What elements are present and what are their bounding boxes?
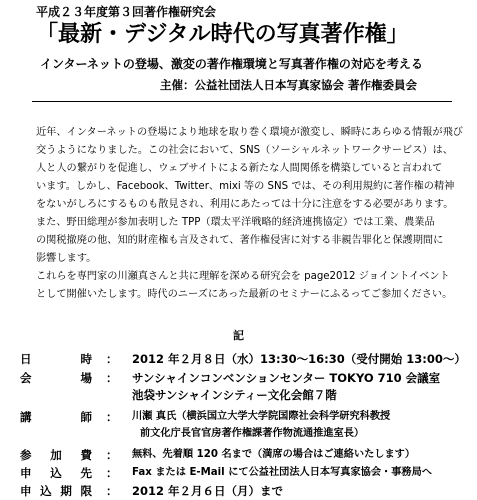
detail-label: 申込先	[20, 466, 92, 480]
body-line: 影響します。	[36, 253, 97, 264]
event-series-label: 平成２３年度第３回著作権研究会	[36, 5, 217, 19]
detail-colon: ：	[106, 484, 118, 498]
detail-value: 川瀬 真氏（横浜国立大学大学院国際社会科学研究科教授	[132, 411, 391, 422]
detail-value: サンシャインコンベンションセンター TOKYO 710 会議室	[132, 371, 441, 385]
body-line: の関税撤廃の他、知的財産権も言及されて、著作権侵害に対する非親告罪化と保護期間に	[36, 235, 444, 246]
detail-value: 前文化庁長官官房著作権課著作物流通推進室長）	[140, 428, 365, 439]
body-line: をないがしろにするものも散見され、利用にあたっては十分に注意をする必要があります。	[36, 199, 454, 210]
body-line: います。しかし、Facebook、Twitter、mixi 等の SNS では、その利用規約に著作権の精神	[36, 181, 455, 192]
detail-value: 池袋サンシャインシティー文化会館７階	[132, 388, 337, 402]
body-line: また、野田総理が参加表明した TPP（環太平洋戦略的経済連携協定）では工業、農業品	[36, 217, 435, 228]
detail-value: 2012 年２月６日（月）まで	[132, 484, 284, 498]
detail-colon: ：	[106, 371, 118, 385]
detail-colon: ：	[106, 352, 118, 366]
body-line: 交うようになりました。この社会において、SNS（ソーシャルネットワークサービス）は、	[36, 145, 453, 156]
document-subtitle: インターネットの登場、激変の著作権環境と写真著作権の対応を考える	[40, 57, 423, 71]
detail-value: Fax または E-Mail にて公益社団法人日本写真家協会・事務局へ	[132, 467, 432, 478]
body-line: 近年、インターネットの登場により地球を取り巻く環境が激変し、瞬時にあらゆる情報が飛び	[36, 127, 463, 138]
detail-label: 講 師	[20, 410, 92, 424]
detail-label: 申込期限	[20, 484, 92, 498]
header-divider	[32, 101, 452, 102]
body-line: 人と人の繋がりを促進し、ウェブサイトによる新たな人間関係を構築していると言われて	[36, 163, 443, 174]
organizer-line: 主催：公益社団法人日本写真家協会 著作権委員会	[160, 78, 418, 92]
detail-colon: ：	[106, 448, 118, 462]
detail-value: 2012 年２月８日（水）13:30～16:30（受付開始 13:00～）	[132, 352, 466, 366]
detail-colon: ：	[106, 466, 118, 480]
detail-label: 日 時	[20, 352, 92, 366]
body-line: これらを専門家の川瀬真さんと共に理解を深める研究会を page2012 ジョイントイベント	[36, 271, 450, 282]
detail-colon: ：	[106, 410, 118, 424]
detail-label: 参加費	[20, 448, 92, 462]
ki-label: 記	[233, 329, 244, 342]
document-title: 「最新・デジタル時代の写真著作権」	[36, 22, 409, 47]
detail-value: 無料、先着順 120 名まで（満席の場合はご連絡いたします）	[132, 449, 416, 460]
body-line: として開催いたします。時代のニーズにあった最新のセミナーにふるってご参加ください。	[36, 289, 453, 300]
detail-label: 会 場	[20, 371, 92, 385]
